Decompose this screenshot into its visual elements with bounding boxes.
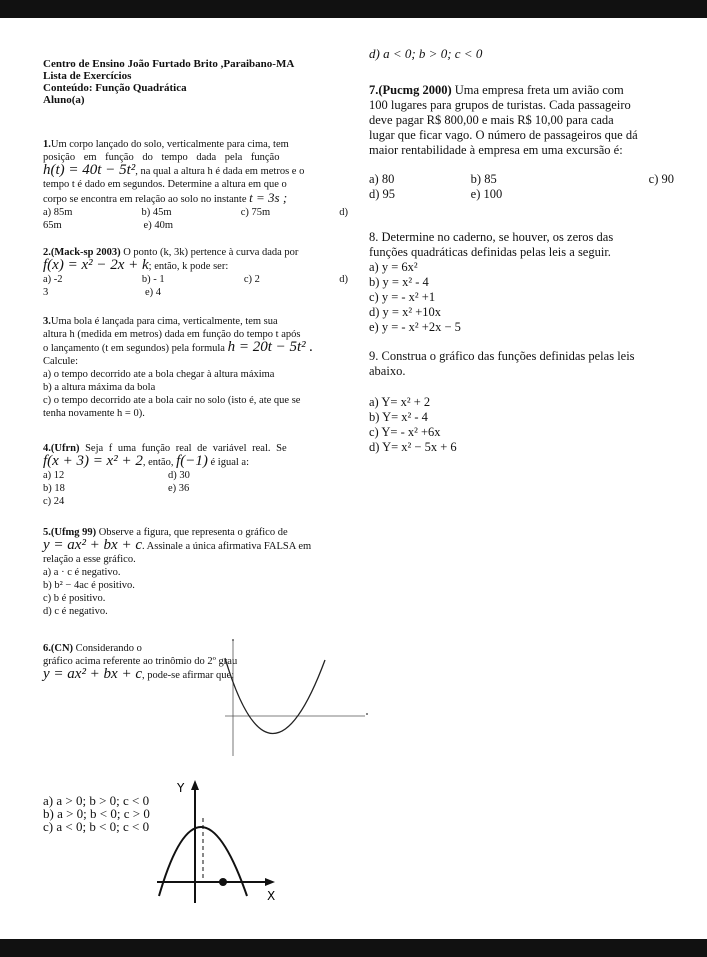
q9-line: abaixo. bbox=[369, 364, 406, 378]
q5-option-b: b) b² − 4ac é positivo. bbox=[43, 580, 135, 591]
q3-formula: h = 20t − 5t² . bbox=[227, 339, 314, 355]
q7-line: deve pagar R$ 800,00 e mais R$ 10,00 para cada bbox=[369, 113, 614, 127]
question-8 bbox=[369, 230, 674, 335]
q5-option-d: d) c é negativo. bbox=[43, 606, 108, 617]
q1-line: posição em função do tempo dada pela função bbox=[43, 152, 280, 163]
q1-line: , na qual a altura h é dada em metros e o bbox=[135, 166, 305, 177]
q1-option-c: c) 75m bbox=[240, 207, 271, 218]
question-2 bbox=[43, 246, 383, 299]
q6-parabola-graph bbox=[147, 778, 287, 908]
q3-line: 3.Uma bola é lançada para cima, verticalmente, tem sua bbox=[43, 316, 278, 327]
q5-line: relação a esse gráfico. bbox=[43, 554, 136, 565]
question-1 bbox=[43, 138, 383, 232]
content-title: Conteúdo: Função Quadrática bbox=[43, 82, 187, 94]
q2-option-e: e) 4 bbox=[144, 287, 161, 298]
q8-option-e: e) y = - x² +2x − 5 bbox=[369, 320, 461, 334]
q1-option-e: e) 40m bbox=[143, 220, 173, 231]
q3-item-c: c) o tempo decorrido ate a bola cair no solo (isto é, ate que se bbox=[43, 395, 301, 406]
q3-line: altura h (medida em metros) dada em função do tempo t após bbox=[43, 329, 301, 340]
q6-x-label: X bbox=[267, 889, 276, 903]
worksheet-page bbox=[35, 40, 680, 935]
list-title: Lista de Exercícios bbox=[43, 70, 132, 82]
q4-line: 4.(Ufrn) Seja f uma função real de variável real. Se bbox=[43, 443, 287, 454]
q3-item-c-cont: tenha novamente h = 0). bbox=[43, 408, 145, 419]
q6-line: gráfico acima referente ao trinômio do 2º grau bbox=[43, 656, 238, 667]
q9-option-a: a) Y= x² + 2 bbox=[369, 395, 431, 409]
q6-option-b: b) a > 0; b < 0; c > 0 bbox=[43, 806, 150, 821]
q1-line: corpo se encontra em relação ao solo no instante bbox=[43, 194, 247, 205]
q2-line: ; então, k pode ser: bbox=[148, 261, 229, 272]
q2-formula: f(x) = x² − 2x + k bbox=[43, 257, 149, 273]
q4-formula-2: f(−1) bbox=[176, 453, 208, 469]
q4-option-d: d) 30 bbox=[168, 470, 190, 481]
q7-option-c: c) 90 bbox=[648, 172, 674, 186]
school-name: Centro de Ensino João Furtado Brito ,Paraibano-MA bbox=[43, 58, 295, 70]
q6-option-d: d) a < 0; b > 0; c < 0 bbox=[369, 46, 483, 61]
q3-line: o lançamento (t em segundos) pela formula bbox=[43, 343, 225, 354]
q4-option-e: e) 36 bbox=[168, 483, 190, 494]
q7-line: 7.(Pucmg 2000) Uma empresa freta um avião com bbox=[369, 83, 624, 97]
q5-line: . Assinale a única afirmativa FALSA em bbox=[142, 541, 312, 552]
q5-line: 5.(Ufmg 99) Observe a figura, que representa o gráfico de bbox=[43, 527, 288, 538]
q8-option-c: c) y = - x² +1 bbox=[369, 290, 436, 304]
q2-option-d-value: 3 bbox=[43, 287, 49, 298]
q8-line: funções quadráticas definidas pelas leis a seguir. bbox=[369, 245, 611, 259]
question-5 bbox=[43, 526, 383, 618]
q6-option-c: c) a < 0; b < 0; c < 0 bbox=[43, 819, 150, 834]
q4-formula: f(x + 3) = x² + 2 bbox=[43, 453, 143, 469]
q9-option-b: b) Y= x² - 4 bbox=[369, 410, 428, 424]
q1-option-d-value: 65m bbox=[43, 220, 62, 231]
q2-option-c: c) 2 bbox=[243, 274, 260, 285]
q7-option-b: b) 85 bbox=[470, 172, 497, 186]
q5-axis-tip bbox=[232, 639, 234, 641]
q6-option-a: a) a > 0; b > 0; c < 0 bbox=[43, 793, 150, 808]
q6-x-arrow bbox=[265, 878, 275, 886]
q6-y-label: Y bbox=[177, 781, 185, 795]
q5-parabola-graph bbox=[215, 638, 375, 758]
q4-line: , então, bbox=[142, 457, 174, 468]
q3-line: Calcule: bbox=[43, 356, 78, 367]
q8-option-a: a) y = 6x² bbox=[369, 260, 418, 274]
q1-formula: h(t) = 40t − 5t² bbox=[43, 162, 136, 178]
q6-y-arrow bbox=[191, 780, 199, 790]
q2-option-b: b) - 1 bbox=[141, 274, 165, 285]
question-4 bbox=[43, 442, 383, 508]
bottom-black-bar bbox=[0, 939, 707, 957]
q5-option-c: c) b é positivo. bbox=[43, 593, 106, 604]
top-black-bar bbox=[0, 0, 707, 18]
q1-option-a: a) 85m bbox=[43, 207, 73, 218]
q1-instant: t = 3s ; bbox=[249, 190, 288, 205]
q5-parabola-curve bbox=[225, 658, 325, 734]
q4-option-c: c) 24 bbox=[43, 496, 65, 507]
q5-axis-tip bbox=[366, 713, 368, 715]
q1-line: tempo t é dado em segundos. Determine a altura em que o bbox=[43, 179, 287, 190]
q9-option-c: c) Y= - x² +6x bbox=[369, 425, 441, 439]
q9-line: 9. Construa o gráfico das funções definidas pelas leis bbox=[369, 349, 635, 363]
q6-formula: y = ax² + bx + c bbox=[43, 666, 142, 682]
q4-option-a: a) 12 bbox=[43, 470, 65, 481]
q7-line: maior rentabilidade à empresa em uma excursão é: bbox=[369, 143, 623, 157]
q5-option-a: a) a · c é negativo. bbox=[43, 567, 121, 578]
q4-line: é igual a: bbox=[210, 457, 249, 468]
q3-item-a: a) o tempo decorrido ate a bola chegar à altura máxima bbox=[43, 369, 275, 380]
q4-option-b: b) 18 bbox=[43, 483, 65, 494]
q3-item-b: b) a altura máxima da bola bbox=[43, 382, 156, 393]
q1-option-d: d) bbox=[339, 207, 348, 218]
question-3 bbox=[43, 315, 383, 420]
q8-option-d: d) y = x² +10x bbox=[369, 305, 442, 319]
q9-option-d: d) Y= x² − 5x + 6 bbox=[369, 440, 457, 454]
q6-line: , pode-se afirmar que: bbox=[142, 670, 235, 681]
student-label: Aluno(a) bbox=[43, 94, 85, 106]
q6-root-point bbox=[219, 878, 227, 886]
q5-formula: y = ax² + bx + c bbox=[43, 537, 142, 553]
q7-line: lugar que ficar vago. O número de passageiros que dá bbox=[369, 128, 638, 142]
q2-source: 2.(Mack-sp 2003) bbox=[43, 247, 121, 258]
q2-option-d: d) bbox=[339, 274, 348, 285]
q8-option-b: b) y = x² - 4 bbox=[369, 275, 429, 289]
q8-line: 8. Determine no caderno, se houver, os zeros das bbox=[369, 230, 614, 244]
q7-option-e: e) 100 bbox=[470, 187, 503, 201]
q1-option-b: b) 45m bbox=[141, 207, 172, 218]
q2-option-a: a) -2 bbox=[43, 274, 63, 285]
question-7 bbox=[369, 83, 674, 202]
q2-line: O ponto (k, 3k) pertence à curva dada por bbox=[120, 247, 299, 258]
q7-line: 100 lugares para grupos de turistas. Cada passageiro bbox=[369, 98, 631, 112]
q1-line: 1.Um corpo lançado do solo, verticalmente para cima, tem bbox=[43, 139, 289, 150]
question-9 bbox=[369, 349, 674, 455]
q7-option-d: d) 95 bbox=[369, 187, 396, 201]
q7-option-a: a) 80 bbox=[369, 172, 395, 186]
right-column bbox=[369, 46, 674, 455]
q6-line: 6.(CN) Considerando o bbox=[43, 643, 142, 654]
